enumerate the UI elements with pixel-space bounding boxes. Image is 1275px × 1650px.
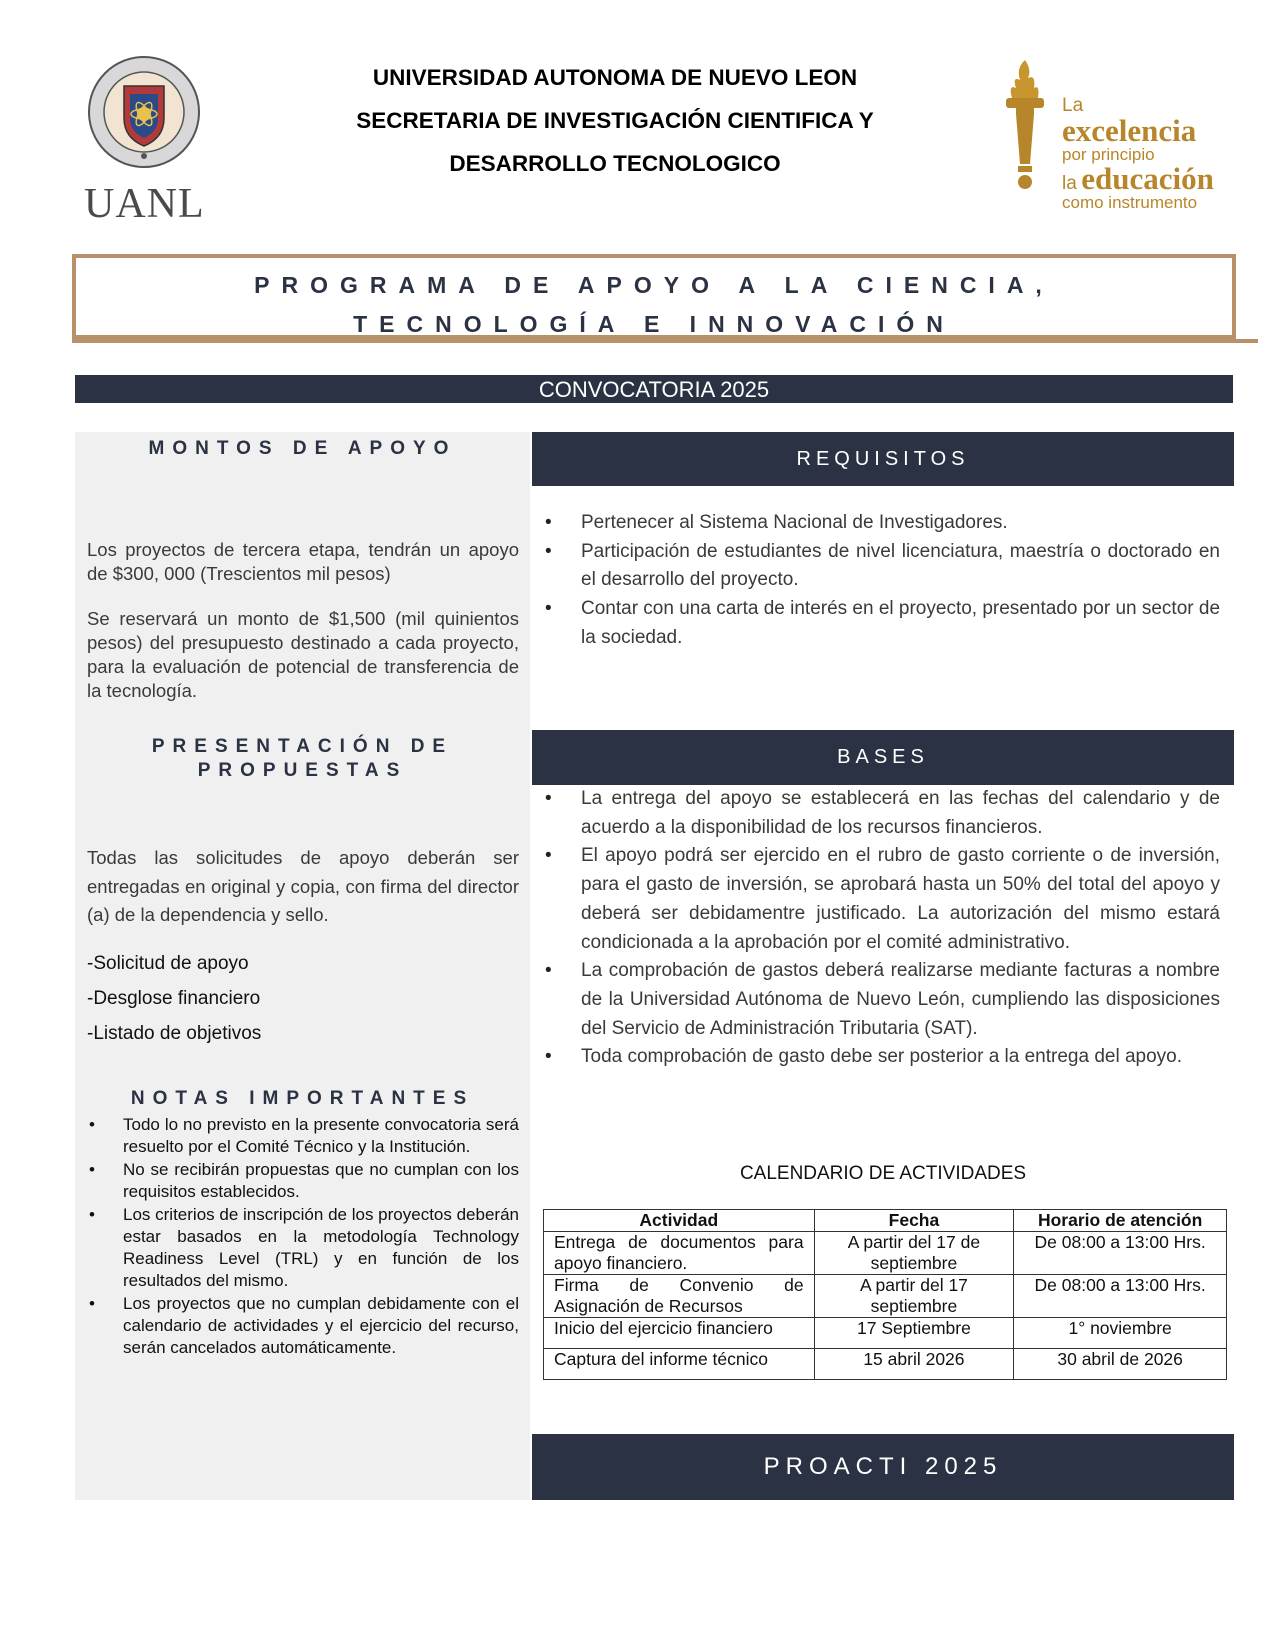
list-item: • La comprobación de gastos deberá realizarse mediante facturas a nombre de la Universidad Autónoma de Nuevo León, cumpliendo las disposiciones del Servicio de Administración Tributaria (SAT). — [545, 957, 1220, 1043]
slogan-por-principio: por principio — [1062, 145, 1155, 164]
table-cell: Firma de Convenio de Asignación de Recursos — [544, 1275, 815, 1318]
calendario-table — [543, 1209, 1227, 1380]
header-title — [300, 56, 930, 185]
list-item: • Contar con una carta de interés en el proyecto, presentado por un sector de la sociedad. — [545, 595, 1220, 652]
list-item: • No se recibirán propuestas que no cumplan con los requisitos establecidos. — [87, 1159, 519, 1203]
header-title-line-3: DESARROLLO TECNOLOGICO — [449, 151, 781, 176]
table-cell: 30 abril de 2026 — [1014, 1349, 1227, 1380]
list-item: • Participación de estudiantes de nivel licenciatura, maestría o doctorado en el desarrollo del proyecto. — [545, 538, 1220, 595]
table-cell: 15 abril 2026 — [814, 1349, 1014, 1380]
table-cell: 1° noviembre — [1014, 1318, 1227, 1349]
bases-list — [545, 785, 1220, 1072]
slogan-como-instrumento: como instrumento — [1062, 193, 1198, 212]
presentacion-heading-line-1: PRESENTACIÓN DE — [151, 736, 454, 757]
requisitos-list — [545, 509, 1220, 653]
program-title-line-2: TECNOLOGÍA E INNOVACIÓN — [353, 311, 955, 337]
header-title-line-1: UNIVERSIDAD AUTONOMA DE NUEVO LEON — [372, 65, 858, 90]
montos-paragraph-1: Los proyectos de tercera etapa, tendrán un apoyo de $300, 000 (Trescientos mil pesos) — [87, 539, 519, 584]
table-header-row — [544, 1210, 1227, 1232]
list-item: • Toda comprobación de gasto debe ser posterior a la entrega del apoyo. — [545, 1043, 1220, 1072]
presentacion-item-desglose: -Desglose financiero — [87, 988, 261, 1009]
uanl-logo — [84, 56, 204, 226]
table-cell: Captura del informe técnico — [544, 1349, 815, 1380]
table-cell: Entrega de documentos para apoyo financiero. — [544, 1232, 815, 1275]
slogan-la: La — [1062, 95, 1084, 116]
convocatoria-bar: CONVOCATORIA 2025 — [75, 375, 1233, 403]
table-cell: De 08:00 a 13:00 Hrs. — [1014, 1275, 1227, 1318]
requisitos-heading: REQUISITOS — [532, 432, 1234, 486]
column-header-horario: Horario de atención — [1014, 1210, 1227, 1232]
program-title-line-1: PROGRAMA DE APOYO A LA CIENCIA, — [254, 272, 1054, 298]
montos-heading: MONTOS DE APOYO — [148, 438, 457, 459]
uanl-seal-icon — [88, 56, 200, 168]
header-title-line-2: SECRETARIA DE INVESTIGACIÓN CIENTIFICA Y — [356, 108, 874, 133]
slogan-la-2: la — [1062, 173, 1077, 194]
bases-heading: BASES — [532, 730, 1234, 785]
torch-icon — [1000, 54, 1050, 204]
proacti-footer-bar: PROACTI 2025 — [532, 1434, 1234, 1500]
list-item: • Los criterios de inscripción de los proyectos deberán estar basados en la metodología Technology Readiness Level (TRL) y en función de los resultados del mismo. — [87, 1204, 519, 1292]
notas-list — [87, 1114, 519, 1360]
presentacion-item-listado: -Listado de objetivos — [87, 1023, 262, 1044]
slogan-educacion: educación — [1081, 161, 1214, 196]
program-title — [76, 266, 1232, 344]
program-title-box — [72, 254, 1236, 339]
presentacion-heading-line-2: PROPUESTAS — [197, 760, 408, 781]
presentacion-item-solicitud: -Solicitud de apoyo — [87, 953, 249, 974]
table-cell: A partir del 17 de septiembre — [814, 1232, 1014, 1275]
column-header-fecha: Fecha — [814, 1210, 1014, 1232]
list-item: • La entrega del apoyo se establecerá en las fechas del calendario y de acuerdo a la disponibilidad de los recursos financieros. — [545, 785, 1220, 842]
program-box-underline — [72, 339, 1258, 343]
slogan-excelencia: excelencia — [1062, 113, 1197, 148]
list-item: • Todo lo no previsto en la presente convocatoria será resuelto por el Comité Técnico y la Institución. — [87, 1114, 519, 1158]
table-row — [544, 1232, 1227, 1275]
calendario-title: CALENDARIO DE ACTIVIDADES — [739, 1163, 1027, 1184]
table-cell: A partir del 17 septiembre — [814, 1275, 1014, 1318]
column-header-actividad: Actividad — [544, 1210, 815, 1232]
list-item: • Los proyectos que no cumplan debidamente con el calendario de actividades y el ejercicio del recurso, serán cancelados automáticamente. — [87, 1293, 519, 1359]
montos-paragraph-2: Se reservará un monto de $1,500 (mil quinientos pesos) del presupuesto destinado a cada proyecto, para la evaluación de potencial de transferencia de la tecnología. — [87, 608, 519, 701]
table-row — [544, 1275, 1227, 1318]
uanl-wordmark: UANL — [84, 181, 205, 227]
list-item: • El apoyo podrá ser ejercido en el rubro de gasto corriente o de inversión, para el gasto de inversión, se aprobará hasta un 50% del total del apoyo y deberá ser debidamentre justificado. La autorización del mismo estará condicionada a la aprobación por el comité administrativo. — [545, 842, 1220, 957]
table-row — [544, 1318, 1227, 1349]
table-row — [544, 1349, 1227, 1380]
table-cell: 17 Septiembre — [814, 1318, 1014, 1349]
excelencia-logo — [1000, 54, 1240, 212]
table-cell: De 08:00 a 13:00 Hrs. — [1014, 1232, 1227, 1275]
torch-slogan — [1062, 96, 1214, 211]
notas-heading: NOTAS IMPORTANTES — [130, 1088, 475, 1109]
table-cell: Inicio del ejercicio financiero — [544, 1318, 815, 1349]
presentacion-paragraph: Todas las solicitudes de apoyo deberán ser entregadas en original y copia, con firma del director (a) de la dependencia y sello. — [87, 847, 519, 925]
list-item: • Pertenecer al Sistema Nacional de Investigadores. — [545, 509, 1220, 538]
